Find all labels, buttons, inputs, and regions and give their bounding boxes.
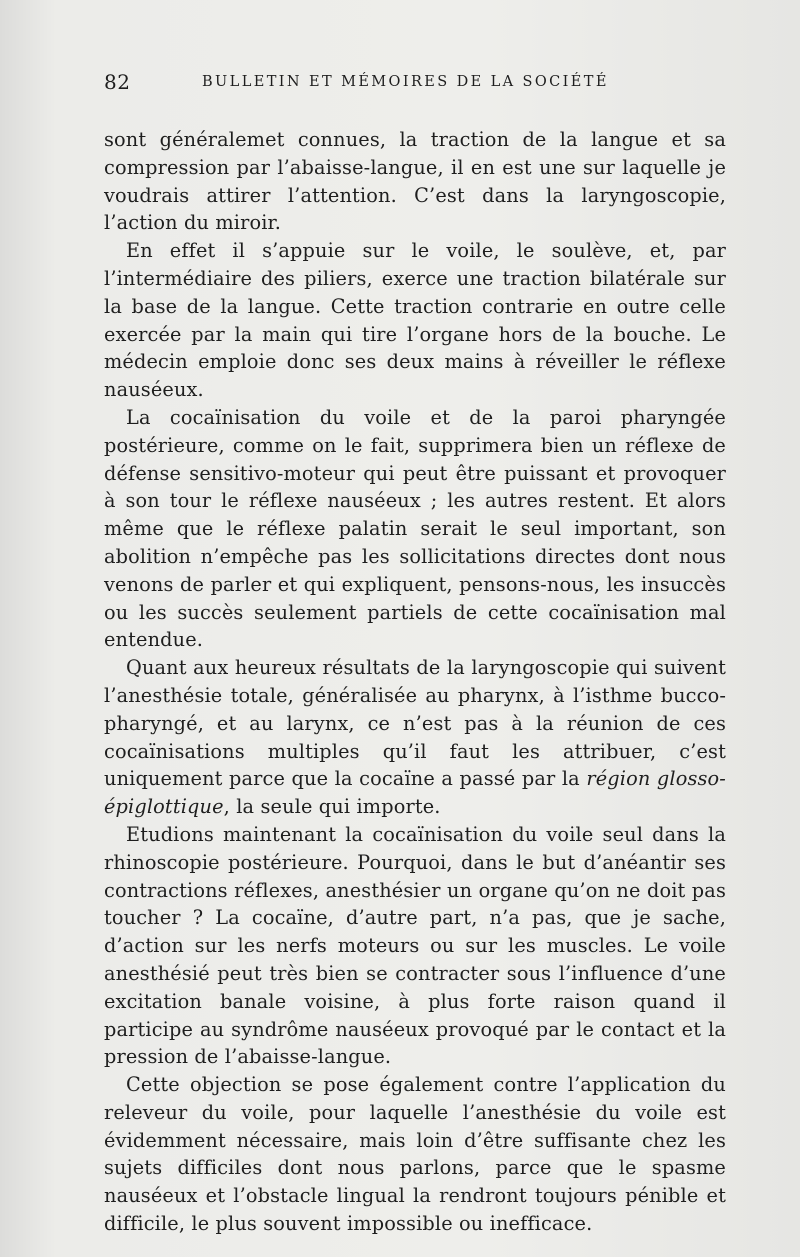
body-text: [104, 126, 726, 1238]
paragraph: En effet il s’appuie sur le voile, le soulève, et, par l’intermédiaire des piliers, exerce une traction bilatérale sur la base de la langue. Cette traction contrarie en outre celle exercée par la main qui tire l’organe hors de la bouche. Le médecin emploie donc ses deux mains à réveiller le réflexe nauséeux.: [104, 239, 726, 402]
paragraph: [104, 654, 726, 821]
running-head: BULLETIN ET MÉMOIRES DE LA SOCIÉTÉ: [202, 74, 609, 90]
paragraph: sont généralemet connues, la traction de la langue et sa compression par l’abaisse-langue, il en est une sur laquelle je voudrais attirer l’attention. C’est dans la laryngoscopie, l’action du miroir.: [104, 128, 726, 235]
paragraph: La cocaïnisation du voile et de la paroi pharyngée postérieure, comme on le fait, supprimera bien un réflexe de défense sensitivo-moteur qui peut être puissant et provoquer à son tour le réflexe nauséeux ; les autres restent. Et alors même que le réflexe palatin serait le seul important, son abolition n’empêche pas les sollicitations directes dont nous venons de parler et qui expliquent, pensons-nous, les insuccès ou les succès seulement partiels de cette cocaïnisation mal entendue.: [104, 405, 726, 652]
italic-term: région glosso-épiglottique: [104, 767, 726, 819]
paragraph-text: Quant aux heureux résultats de la laryngoscopie qui suivent l’anesthésie totale, généralisée au pharynx, à l’isthme bucco-pharyngé, et au larynx, ce n’est pas à la réunion de ces cocaïnisations multiples qu’il faut les attribuer, c’est uniquement parce que la cocaïne a passé par la: [104, 656, 726, 791]
page-header: [104, 70, 734, 100]
page-number: 82: [104, 70, 131, 94]
paragraph: Etudions maintenant la cocaïnisation du voile seul dans la rhinoscopie postérieure. Pourquoi, dans le but d’anéantir ses contractions réflexes, anesthésier un organe qu’on ne doit pas toucher ? La cocaïne, d’autre part, n’a pas, que je sache, d’action sur les nerfs moteurs ou sur les muscles. Le voile anesthésié peut très bien se contracter sous l’influence d’une excitation banale voisine, à plus forte raison quand il participe au syndrôme nauséeux provoqué par le contact et la pression de l’abaisse-langue.: [104, 822, 726, 1069]
paragraph: Cette objection se pose également contre l’application du releveur du voile, pour laquelle l’anesthésie du voile est évidemment nécessaire, mais loin d’être suffisante chez les sujets difficiles dont nous parlons, parce que le spasme nauséeux et l’obstacle lingual la rendront toujours pénible et difficile, le plus souvent impossible ou inefficace.: [104, 1073, 726, 1236]
paragraph-text: , la seule qui importe.: [223, 795, 441, 819]
